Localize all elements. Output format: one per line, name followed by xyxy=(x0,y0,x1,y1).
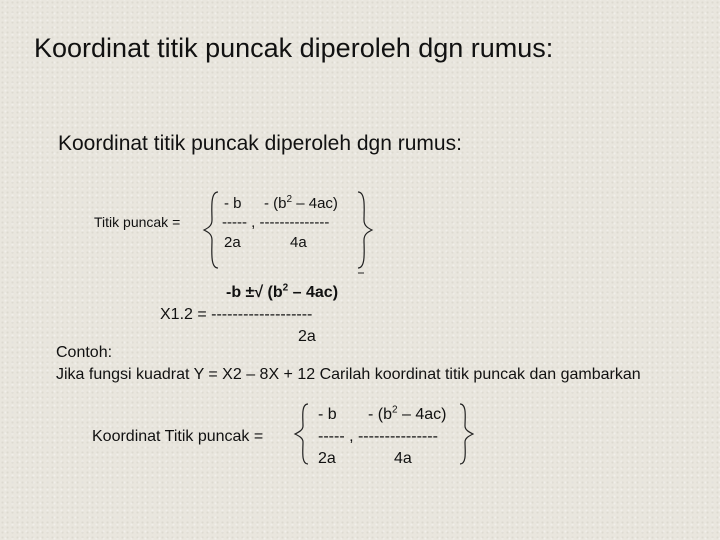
formula3-num-right: - $(b^2 - 4ac)$ xyxy=(368,404,447,423)
formula2-label-line: X1.2 = ------------------- xyxy=(160,306,313,323)
example-heading: Contoh: xyxy=(56,344,113,361)
formula3-right-brace xyxy=(456,402,480,466)
formula3-num-left: - b xyxy=(318,406,337,423)
formula1-label: Titik puncak = xyxy=(94,214,181,230)
slide-subtitle: Koordinat titik puncak diperoleh dgn rumus: xyxy=(58,132,462,155)
formula1-fraction-line: ----- , -------------- xyxy=(222,214,330,231)
formula1-den-left: 2a xyxy=(224,234,241,251)
formula1-den-right: 4a xyxy=(290,234,307,251)
formula2-denominator: 2a xyxy=(298,328,316,345)
formula1-num-right: - $(b^2 - 4ac)$ xyxy=(264,194,338,212)
slide-title: Koordinat titik puncak diperoleh dgn rumus: xyxy=(34,33,554,63)
formula3-left-brace xyxy=(290,402,314,466)
formula3-den-right: 4a xyxy=(394,450,412,467)
formula3-den-left: 2a xyxy=(318,450,336,467)
formula3-label: Koordinat Titik puncak = xyxy=(92,428,264,445)
formula3-fraction-line: ----- , --------------- xyxy=(318,428,438,445)
formula1-left-brace xyxy=(200,190,224,270)
formula1-num-left: - b xyxy=(224,195,242,212)
formula2-numerator: -b ±√ $(b^2 - 4ac)$ xyxy=(226,282,339,301)
formula1-right-brace xyxy=(354,190,378,274)
example-problem: Jika fungsi kuadrat Y = X2 – 8X + 12 Carilah koordinat titik puncak dan gambarkan xyxy=(56,366,641,383)
